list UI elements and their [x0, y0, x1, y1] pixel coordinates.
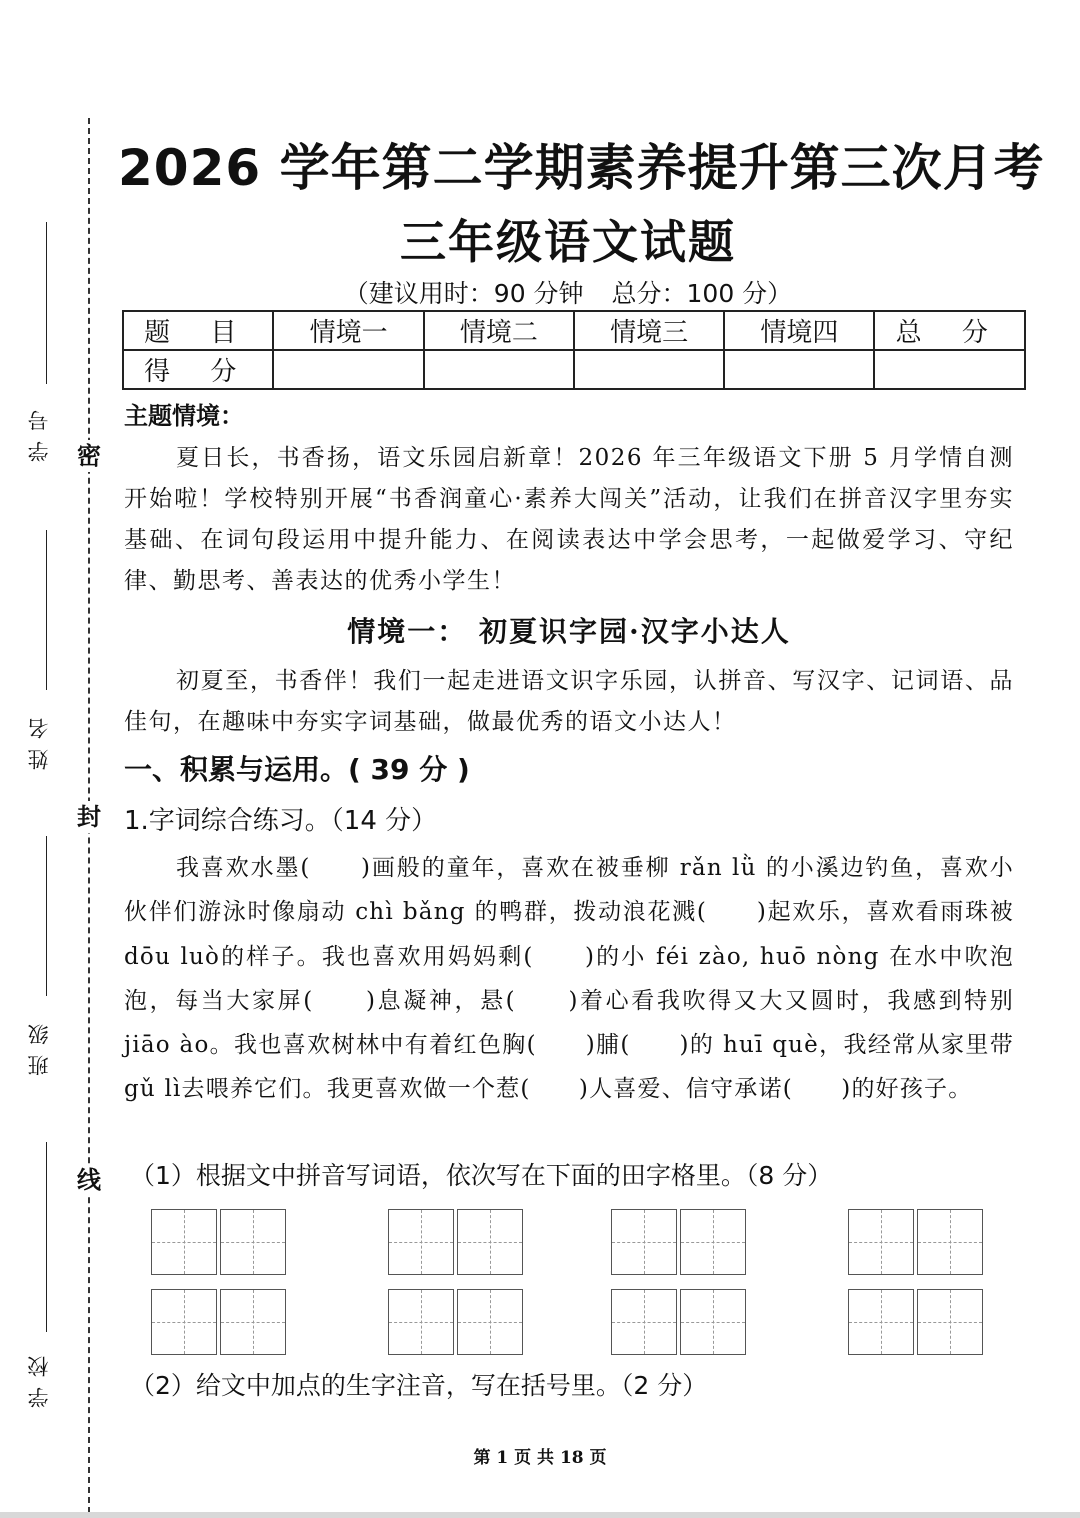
grid-cell[interactable] — [151, 1289, 217, 1355]
answer-grid[interactable] — [151, 1209, 286, 1275]
grid-cell[interactable] — [151, 1209, 217, 1275]
class-label: 班级 — [27, 1014, 51, 1076]
grid-cell[interactable] — [457, 1209, 523, 1275]
answer-grid[interactable] — [388, 1289, 523, 1355]
table-cell: 情境三 — [574, 311, 724, 350]
grid-cell[interactable] — [611, 1289, 677, 1355]
student-id-label: 学号 — [27, 400, 51, 462]
score-table-header-row — [123, 311, 1025, 350]
score-entry-cell[interactable] — [574, 350, 724, 389]
total-score-info: 总分：100 分） — [611, 279, 793, 308]
page-number: 第 1 页 共 18 页 — [473, 1448, 607, 1468]
score-entry-cell[interactable] — [724, 350, 874, 389]
binding-mark-xian: 线 — [74, 1164, 104, 1196]
grid-cell[interactable] — [917, 1289, 983, 1355]
answer-grid[interactable] — [388, 1209, 523, 1275]
exam-title: 2026 学年第二学期素养提升第三次月考 — [118, 139, 1045, 197]
grid-cell[interactable] — [220, 1209, 286, 1275]
bottom-scroll-edge — [0, 1512, 1080, 1518]
grid-cell[interactable] — [680, 1209, 746, 1275]
table-cell: 情境二 — [424, 311, 574, 350]
school-label: 学校 — [27, 1346, 51, 1408]
score-table — [122, 310, 1026, 390]
table-cell: 题 目 — [123, 311, 273, 350]
exam-info — [118, 274, 1018, 310]
table-cell: 情境四 — [724, 311, 874, 350]
scene1-heading: 情境一： 初夏识字园·汉字小达人 — [347, 615, 791, 648]
grid-cell[interactable] — [388, 1209, 454, 1275]
question1-heading: 1.字词综合练习。（14 分） — [124, 806, 438, 836]
answer-grid[interactable] — [611, 1209, 746, 1275]
grid-cell[interactable] — [680, 1289, 746, 1355]
school-line — [46, 1142, 47, 1332]
binding-mark-feng: 封 — [74, 801, 104, 833]
grid-cell[interactable] — [848, 1289, 914, 1355]
grid-cell[interactable] — [220, 1289, 286, 1355]
grid-cell[interactable] — [611, 1209, 677, 1275]
section1-heading: 一、积累与运用。( 39 分 ) — [124, 753, 470, 786]
class-line — [46, 836, 47, 996]
student-id-line — [46, 222, 47, 384]
subquestion-1: （1）根据文中拼音写词语，依次写在下面的田字格里。（8 分） — [130, 1161, 833, 1190]
score-table-score-row — [123, 350, 1025, 389]
name-line — [46, 530, 47, 690]
binding-mark-mi: 密 — [74, 440, 104, 472]
table-cell: 总 分 — [874, 311, 1025, 350]
score-entry-cell[interactable] — [424, 350, 574, 389]
exam-subtitle: 三年级语文试题 — [400, 215, 736, 269]
answer-grid[interactable] — [151, 1289, 286, 1355]
theme-paragraph: 夏日长，书香扬，语文乐园启新章！2026 年三年级语文下册 5 月学情自测开始啦！学校特别开展“书香润童心·素养大闯关”活动，让我们在拼音汉字里夯实基础、在词句段运用中提升能力、在阅读表达中学会思考，一起做爱学习、守纪律、勤思考、善表达的优秀小学生！ — [124, 445, 1014, 594]
grid-cell[interactable] — [388, 1289, 454, 1355]
question1-passage: 我喜欢水墨( )画般的童年，喜欢在被垂柳 rǎn lǜ 的小溪边钓鱼，喜欢小伙伴们游泳时像扇动 chì bǎng 的鸭群，拨动浪花溅( )起欢乐，喜欢看雨珠被 dōu luò的样子。我也喜欢用妈妈剩( )的小 féi zào, huō nòng 在水中吹泡泡，每当大家屏( )息凝神，悬( )着心看我吹得又大又圆时，我感到特别 jiāo ào。我也喜欢树林中有着红色胸( )脯( )的 huī què，我经常从家里带 gǔ lì去喂养它们。我更喜欢做一个惹( )人喜爱、信守承诺( )的好孩子。 — [124, 855, 1014, 1103]
grid-cell[interactable] — [917, 1209, 983, 1275]
scene1-intro: 初夏至，书香伴！我们一起走进语文识字乐园，认拼音、写汉字、记词语、品佳句，在趣味中夯实字词基础，做最优秀的语文小达人！ — [124, 668, 1014, 735]
grid-cell[interactable] — [457, 1289, 523, 1355]
time-info: （建议用时：90 分钟 — [343, 279, 584, 308]
table-cell: 得 分 — [123, 350, 273, 389]
table-cell: 情境一 — [273, 311, 423, 350]
subquestion-2: （2）给文中加点的生字注音，写在括号里。（2 分） — [130, 1371, 708, 1400]
answer-grid[interactable] — [848, 1289, 983, 1355]
theme-heading: 主题情境： — [124, 402, 244, 430]
score-entry-cell[interactable] — [874, 350, 1025, 389]
answer-grid[interactable] — [611, 1289, 746, 1355]
answer-grid[interactable] — [848, 1209, 983, 1275]
score-entry-cell[interactable] — [273, 350, 423, 389]
grid-cell[interactable] — [848, 1209, 914, 1275]
name-label: 姓名 — [27, 708, 51, 770]
